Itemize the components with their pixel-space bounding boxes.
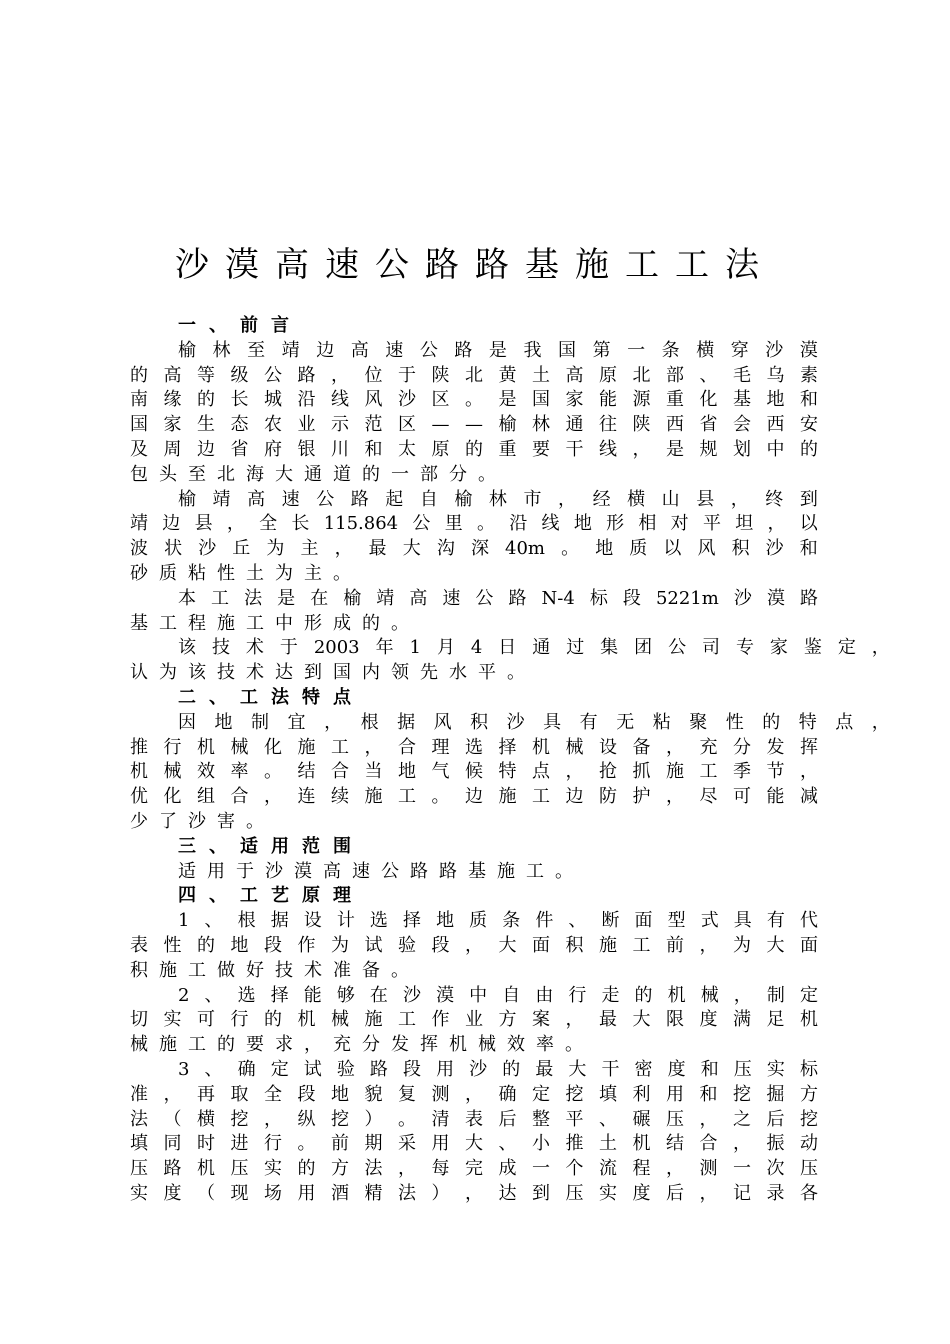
paragraph-line: 波 状 沙 丘 为 主 ， 最 大 沟 深 40m 。 地 质 以 风 积 沙 和 (130, 538, 818, 560)
paragraph-line: 砂质粘性土为主。 (130, 562, 362, 584)
paragraph-line: 机 械 效 率 。 结 合 当 地 气 候 特 点 ， 抢 抓 施 工 季 节 ， (130, 761, 818, 783)
paragraph-line: 包头至北海大通道的一部分。 (130, 463, 507, 485)
paragraph-line: 表 性 的 地 段 作 为 试 验 段 ， 大 面 积 施 工 前 ， 为 大 面 (130, 934, 818, 956)
paragraph-line: 榆 林 至 靖 边 高 速 公 路 是 我 国 第 一 条 横 穿 沙 漠 (178, 339, 818, 361)
paragraph-line: 本 工 法 是 在 榆 靖 高 速 公 路 N-4 标 段 5221m 沙 漠 路 (178, 587, 818, 609)
paragraph-line: 1 、 根 据 设 计 选 择 地 质 条 件 、 断 面 型 式 具 有 代 (178, 910, 818, 932)
paragraph-line: 械施工的要求，充分发挥机械效率。 (130, 1034, 594, 1056)
paragraph-line: 填 同 时 进 行 。 前 期 采 用 大 、 小 推 土 机 结 合 ， 振 动 (130, 1133, 818, 1155)
paragraph-line: 国 家 生 态 农 业 示 范 区 — — 榆 林 通 往 陕 西 省 会 西 安 (130, 414, 818, 436)
paragraph-line: 靖 边 县 ， 全 长 115.864 公 里 。 沿 线 地 形 相 对 平 坦 ， 以 (130, 513, 818, 535)
paragraph-line: 法 （ 横 挖 ， 纵 挖 ） 。 清 表 后 整 平 、 碾 压 ， 之 后 挖 (130, 1108, 818, 1130)
section-heading: 二、工法特点 (178, 686, 364, 708)
section-heading: 一、前言 (178, 315, 302, 336)
paragraph-line: 南 缘 的 长 城 沿 线 风 沙 区 。 是 国 家 能 源 重 化 基 地 和 (130, 389, 818, 411)
document-body (130, 314, 890, 1207)
paragraph-line: 优 化 组 合 ， 连 续 施 工 。 边 施 工 边 防 护 ， 尽 可 能 减 (130, 786, 818, 808)
paragraph-line: 3 、 确 定 试 验 路 段 用 沙 的 最 大 干 密 度 和 压 实 标 (178, 1058, 818, 1080)
paragraph-line: 该 技 术 于 2003 年 1 月 4 日 通 过 集 团 公 司 专 家 鉴 定 ， (178, 637, 890, 659)
paragraph-line: 实 度 （ 现 场 用 酒 精 法 ） ， 达 到 压 实 度 后 ， 记 录 各 (130, 1182, 818, 1204)
paragraph-line: 因 地 制 宜 ， 根 据 风 积 沙 具 有 无 粘 聚 性 的 特 点 ， (178, 711, 890, 733)
paragraph-line: 2 、 选 择 能 够 在 沙 漠 中 自 由 行 走 的 机 械 ， 制 定 (178, 984, 818, 1006)
paragraph-line: 压 路 机 压 实 的 方 法 ， 每 完 成 一 个 流 程 ， 测 一 次 压 (130, 1158, 818, 1180)
paragraph-line: 基工程施工中形成的。 (130, 612, 420, 634)
paragraph-line: 认为该技术达到国内领先水平。 (130, 662, 536, 684)
paragraph-line: 切 实 可 行 的 机 械 施 工 作 业 方 案 ， 最 大 限 度 满 足 机 (130, 1009, 818, 1031)
document-title: 沙漠高速公路路基施工工法 (175, 245, 775, 285)
paragraph-line: 准 ， 再 取 全 段 地 貌 复 测 ， 确 定 挖 填 利 用 和 挖 掘 方 (130, 1083, 818, 1105)
paragraph-line: 及 周 边 省 府 银 川 和 太 原 的 重 要 干 线 ， 是 规 划 中 的 (130, 438, 818, 460)
section-heading: 三、适用范围 (178, 835, 364, 857)
paragraph-line: 积施工做好技术准备。 (130, 959, 420, 981)
paragraph-line: 推 行 机 械 化 施 工 ， 合 理 选 择 机 械 设 备 ， 充 分 发 挥 (130, 736, 818, 758)
paragraph-line: 的 高 等 级 公 路 ， 位 于 陕 北 黄 土 高 原 北 部 、 毛 乌 素 (130, 364, 818, 386)
section-heading: 四、工艺原理 (178, 885, 364, 907)
paragraph-line: 少了沙害。 (130, 810, 275, 832)
paragraph-line: 适用于沙漠高速公路路基施工。 (178, 860, 584, 882)
paragraph-line: 榆 靖 高 速 公 路 起 自 榆 林 市 ， 经 横 山 县 ， 终 到 (178, 488, 818, 510)
